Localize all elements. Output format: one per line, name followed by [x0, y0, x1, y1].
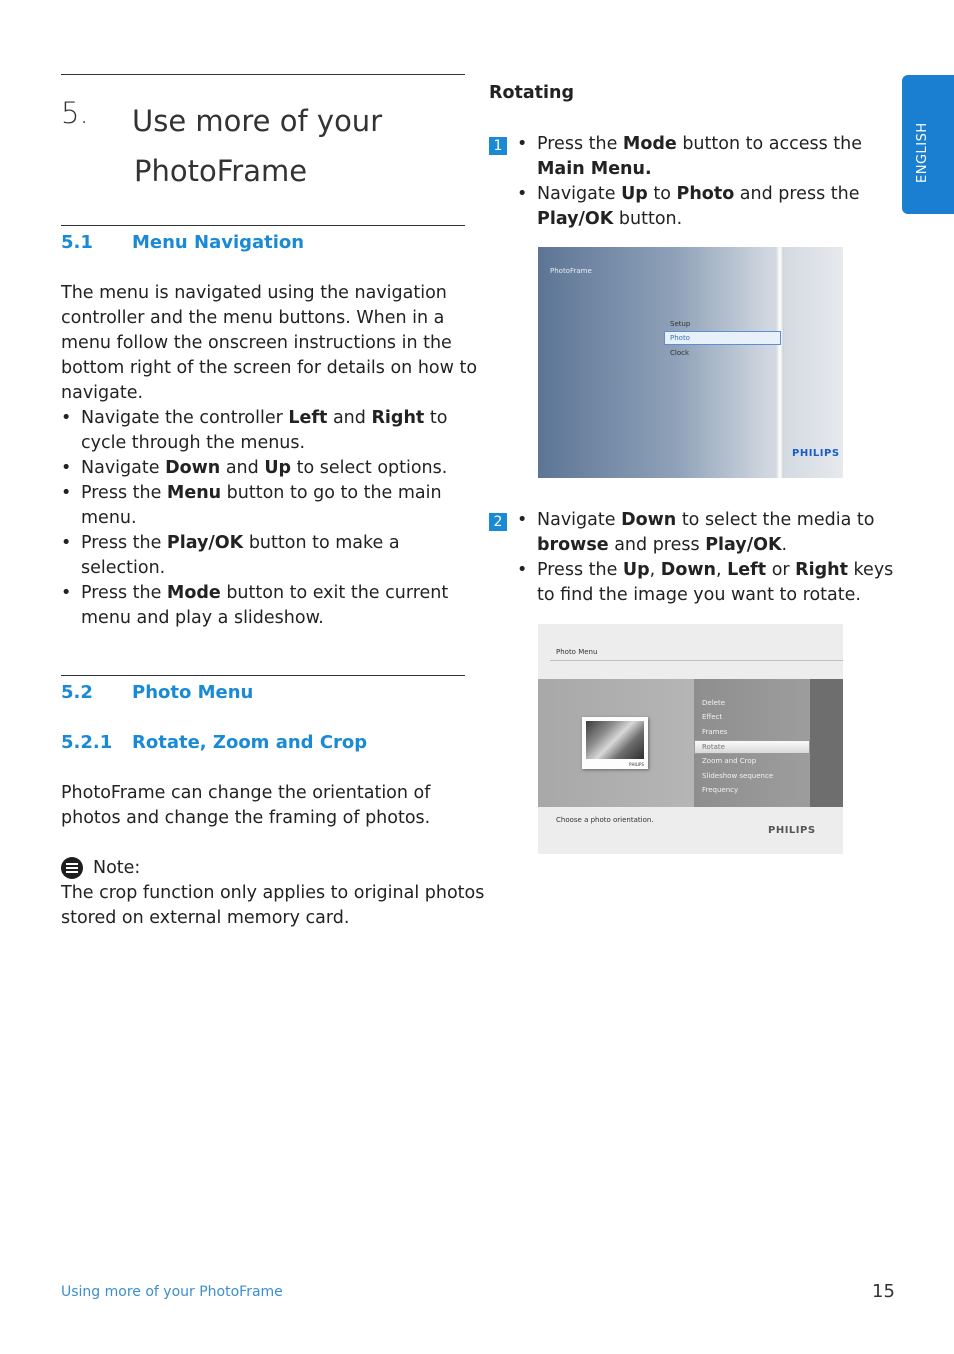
key-label: Mode: [166, 583, 221, 603]
text-line: navigate.: [61, 383, 144, 403]
key-label: Play/OK: [166, 533, 244, 553]
section-number: 5.1: [61, 232, 93, 253]
note-text: [61, 881, 484, 931]
photo-thumbnail: [582, 717, 648, 769]
menu-divider: [776, 247, 784, 478]
bullet-icon: •: [61, 533, 72, 553]
menu-item-frequency: Frequency: [702, 786, 739, 794]
step-number: 2: [489, 513, 507, 531]
rotating-heading: Rotating: [489, 83, 575, 103]
key-label: Down: [660, 560, 716, 580]
thumbnail-image: [586, 721, 644, 759]
menu-edge: [810, 679, 843, 807]
key-label: Play/OK: [537, 209, 614, 229]
key-label: Down: [621, 510, 677, 530]
bullet-icon: •: [517, 510, 528, 530]
text: button to go to the main: [221, 483, 442, 503]
menu-item-slideshow-sequence: Slideshow sequence: [702, 772, 774, 780]
key-label: Right: [795, 560, 848, 580]
note-icon: [61, 857, 83, 879]
bullet-icon: •: [517, 184, 528, 204]
chapter-title-line2: PhotoFrame: [134, 154, 308, 188]
screen-title: PhotoFrame: [550, 267, 592, 275]
menu-item-photo-selected: [664, 331, 781, 345]
key-label: Up: [264, 458, 292, 478]
language-tab: [902, 75, 954, 214]
menu-item-rotate-selected: [694, 740, 810, 754]
chapter-title-line1: Use more of your: [132, 104, 383, 138]
bullet-icon: •: [61, 458, 72, 478]
text: button to exit the current: [220, 583, 449, 603]
text: menu and play a slideshow.: [81, 608, 324, 628]
menu-item-effect: Effect: [702, 713, 723, 721]
text: and press: [608, 535, 706, 555]
bullet-icon: •: [517, 560, 528, 580]
header-divider: [550, 660, 843, 661]
key-label: Right: [371, 408, 425, 428]
section-rule: [61, 225, 465, 226]
text: button.: [613, 209, 683, 229]
menu-item-zoom-crop: Zoom and Crop: [702, 757, 757, 765]
section-rule: [61, 675, 465, 676]
key-label: Left: [727, 560, 767, 580]
section-title: Photo Menu: [132, 682, 254, 703]
bullet-icon: •: [61, 483, 72, 503]
section-number: 5.2.1: [61, 732, 113, 753]
chapter-title: [132, 96, 462, 196]
text: Press the: [81, 583, 167, 603]
text: to find the image you want to rotate.: [537, 585, 861, 605]
key-label: Up: [621, 184, 648, 204]
text: or: [766, 560, 796, 580]
text-line: The crop function only applies to original photos: [61, 883, 485, 903]
thumbnail-logo: PHILIPS: [629, 762, 644, 767]
key-label: Mode: [622, 134, 677, 154]
text-line: bottom right of the screen for details on how to: [61, 358, 478, 378]
menu-item-setup: Setup: [670, 320, 691, 328]
menu-item-clock: Clock: [670, 349, 690, 357]
text: Navigate: [537, 184, 622, 204]
note-label: Note:: [93, 858, 141, 878]
text: button to access the: [676, 134, 862, 154]
key-label: Up: [622, 560, 650, 580]
text: to select the media to: [676, 510, 875, 530]
text: Navigate: [81, 458, 166, 478]
hint-text: Choose a photo orientation.: [556, 816, 654, 824]
text: and: [327, 408, 372, 428]
chapter-number: 5.: [61, 96, 89, 130]
section-title: Rotate, Zoom and Crop: [132, 732, 368, 753]
text: Navigate the controller: [81, 408, 289, 428]
text: ,: [649, 560, 661, 580]
text: ,: [715, 560, 728, 580]
text: keys: [847, 560, 894, 580]
text: Press the: [537, 560, 623, 580]
key-label: Left: [288, 408, 328, 428]
page-number: 15: [872, 1281, 895, 1302]
bullet-icon: •: [61, 408, 72, 428]
text-line: PhotoFrame can change the orientation of: [61, 783, 431, 803]
text: to: [647, 184, 677, 204]
text: Press the: [81, 533, 167, 553]
menu-item-frames: Frames: [702, 728, 728, 736]
menu-item-label: Photo: [670, 334, 690, 342]
key-label: Play/OK: [705, 535, 782, 555]
text: and: [220, 458, 265, 478]
section-number: 5.2: [61, 682, 93, 703]
key-label: Menu: [166, 483, 222, 503]
screen-title: Photo Menu: [556, 648, 598, 656]
key-label: browse: [537, 535, 609, 555]
bullet-icon: •: [517, 134, 528, 154]
text: menu.: [81, 508, 137, 528]
menu-item-label: Rotate: [702, 743, 725, 751]
text-line: photos and change the framing of photos.: [61, 808, 431, 828]
text-line: stored on external memory card.: [61, 908, 350, 928]
key-label: Down: [165, 458, 221, 478]
menu-navigation-intro: [61, 281, 477, 406]
text: cycle through the menus.: [81, 433, 306, 453]
menu-item-delete: Delete: [702, 699, 725, 707]
key-label: Photo: [676, 184, 735, 204]
text: and press the: [734, 184, 860, 204]
footer-text: Using more of your PhotoFrame: [61, 1284, 283, 1300]
text: Press the: [537, 134, 623, 154]
bullet-icon: •: [61, 583, 72, 603]
text: .: [781, 535, 788, 555]
chapter-rule: [61, 74, 465, 75]
philips-logo: PHILIPS: [792, 448, 840, 459]
text-line: controller and the menu buttons. When in a: [61, 308, 445, 328]
text: button to make a: [243, 533, 400, 553]
text-line: menu follow the onscreen instructions in the: [61, 333, 452, 353]
step-number: 1: [489, 137, 507, 155]
photo-menu-screenshot: [538, 624, 843, 854]
text: to: [424, 408, 448, 428]
philips-logo: PHILIPS: [768, 825, 816, 836]
text: selection.: [81, 558, 166, 578]
key-label: Main Menu.: [537, 159, 652, 179]
text-line: The menu is navigated using the navigation: [61, 283, 447, 303]
section-title: Menu Navigation: [132, 232, 305, 253]
text: Navigate: [537, 510, 622, 530]
language-tab-label: ENGLISH: [915, 122, 930, 183]
rotate-intro: [61, 781, 430, 831]
text: Press the: [81, 483, 167, 503]
main-menu-screenshot: [538, 247, 843, 478]
text: to select options.: [291, 458, 448, 478]
